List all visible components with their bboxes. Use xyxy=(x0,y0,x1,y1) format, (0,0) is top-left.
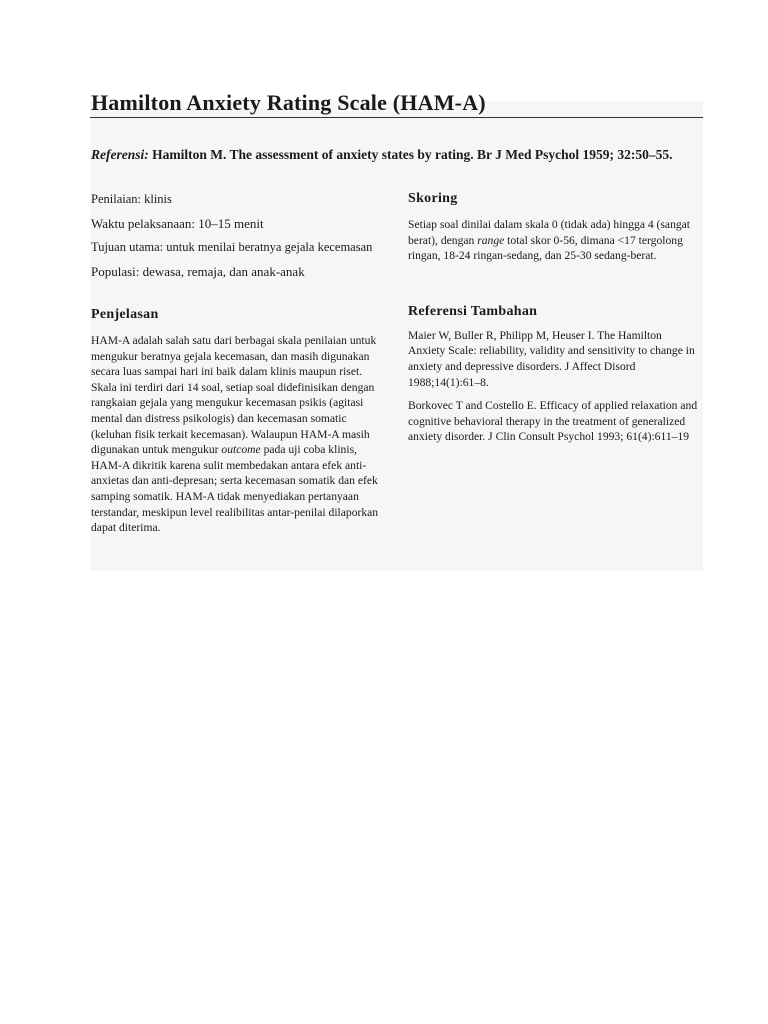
additional-reference-item: Borkovec T and Costello E. Efficacy of applied relaxation and cognitive behavioral therapy in the treatment of generalized anxiety disorder. J Clin Consult Psychol 1993; 61(4):611–19 xyxy=(408,399,698,444)
reference-text: Hamilton M. The assessment of anxiety states by rating. Br J Med Psychol 1959; 32:50–55. xyxy=(152,147,673,162)
skoring-text-part2: total skor 0-56, dimana <17 tergolong ringan, 18-24 ringan-sedang, dan 25-30 sedang-berat. xyxy=(408,233,683,263)
penjelasan-text-part2: pada uji coba klinis, HAM-A dikritik karena sulit membedakan antara efek anti-anxietas dan anti-depresan; serta kecemasan somatik dan efek samping somatik. HAM-A tidak menyediakan pertanyaan terstandar, meskipun level realibilitas antar-penilai dilaporkan dapat diterima. xyxy=(91,443,379,535)
skoring-heading: Skoring xyxy=(408,191,458,206)
meta-populasi: Populasi: dewasa, remaja, dan anak-anak xyxy=(91,264,305,279)
title-divider xyxy=(90,117,703,118)
referensi-tambahan-heading: Referensi Tambahan xyxy=(408,303,538,319)
primary-reference xyxy=(91,146,699,163)
additional-reference-item: Maier W, Buller R, Philipp M, Heuser I. The Hamilton Anxiety Scale: reliability, validity and sensitivity to change in anxiety and depressive disorders. J Affect Disord 1988;14(1):61–8. xyxy=(408,328,695,389)
right-column xyxy=(408,191,700,453)
meta-waktu-pelaksanaan: Waktu pelaksanaan: 10–15 menit xyxy=(91,216,264,231)
penjelasan-text xyxy=(91,333,387,536)
meta-tujuan-utama: Tujuan utama: untuk menilai beratnya gejala kecemasan xyxy=(91,240,373,254)
reference-label: Referensi: xyxy=(91,147,149,162)
skoring-emphasis: range xyxy=(477,233,505,247)
skoring-text xyxy=(408,217,700,264)
meta-penilaian: Penilaian: klinis xyxy=(91,192,172,206)
penjelasan-text-part1: HAM-A adalah salah satu dari berbagai skala penilaian untuk mengukur beratnya gejala kecemasan, dan masih digunakan secara luas sampai hari ini baik dalam klinis maupun riset. Skala ini terdiri dari 14 soal, setiap soal didefinisikan dengan rangkaian gejala yang mengukur kecemasan psikis (agitasi mental dan distress psikologis) dan kecemasan somatic (keluhan fisik terkait kecemasan). Walaupun HAM-A masih digunakan untuk mengukur xyxy=(91,334,377,457)
penjelasan-emphasis: outcome xyxy=(221,443,261,457)
document-title: Hamilton Anxiety Rating Scale (HAM-A) xyxy=(91,90,486,115)
left-column xyxy=(91,192,387,536)
penjelasan-heading: Penjelasan xyxy=(91,307,159,322)
skoring-text-part1: Setiap soal dinilai dalam skala 0 (tidak ada) hingga 4 (sangat berat), dengan xyxy=(408,218,691,247)
